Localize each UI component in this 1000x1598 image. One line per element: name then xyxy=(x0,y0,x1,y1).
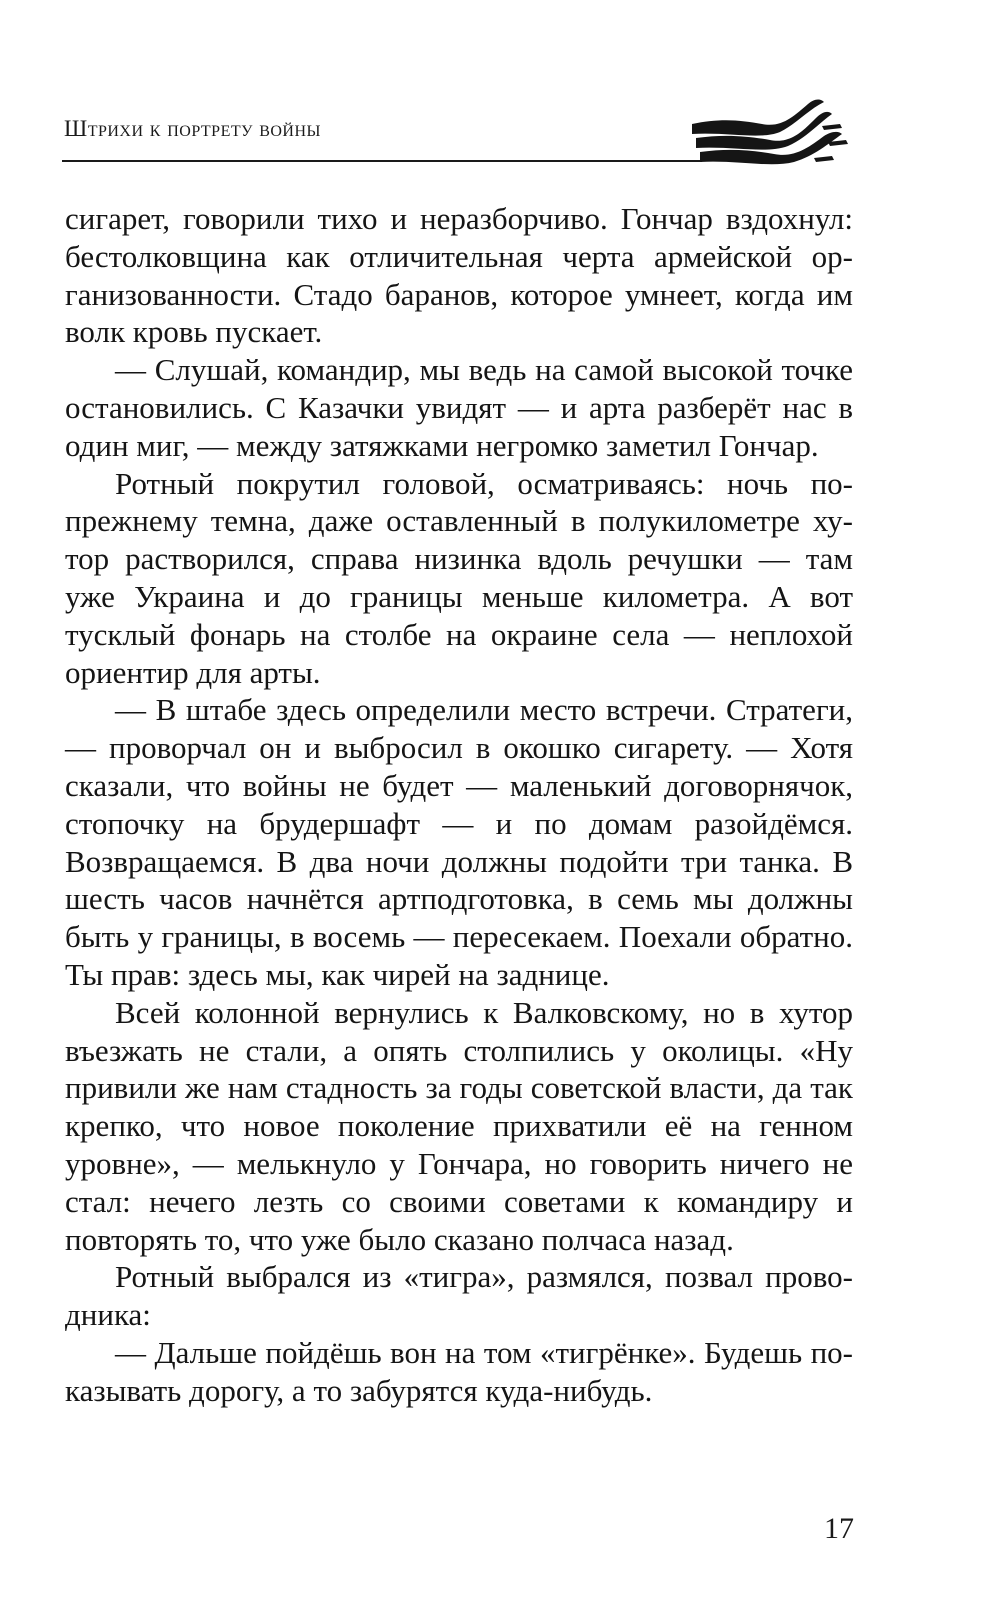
paragraph: сигарет, говорили тихо и неразборчиво. Гончар вздохнул: бестолковщина как отличительная черта армейской организованности. Стадо баранов, которое умнеет, когда им волк кровь пускает. xyxy=(65,201,853,350)
header-rule xyxy=(62,160,702,162)
body-text xyxy=(65,200,853,1410)
paragraph: — В штабе здесь определили место встречи. Стратеги, — проворчал он и выбросил в окошко сигарету. — Хотя сказали, что войны не будет — маленький договорнячок, стопочку на брудершафт — и по домам разойдёмся. Возвращаемся. В два ночи должны подойти три танка. В шесть часов начнётся артподготовка, в семь мы должны быть у границы, в восемь — пересекаем. Поехали обратно. Ты прав: здесь мы, как чирей на заднице. xyxy=(65,692,853,992)
paragraph: — Дальше пойдёшь вон на том «тигрёнке». Будешь показывать дорогу, а то забурятся куда-нибудь. xyxy=(65,1334,853,1408)
paragraph: — Слушай, командир, мы ведь на самой высокой точке остановились. С Казачки увидят — и арта разберёт нас в один миг, — между затяжками негромко заметил Гончар. xyxy=(65,352,853,463)
flag-stripes-icon xyxy=(690,96,850,168)
paragraph: Всей колонной вернулись к Валковскому, но в хутор въезжать не стали, а опять столпились у околицы. «Ну привили же нам стадность за годы советской власти, да так крепко, что новое поколение прихватили её на генном уровне», — мелькнуло у Гончара, но говорить ничего не стал: нечего лезть со своими советами к командиру и повторять то, что уже было сказано полчаса назад. xyxy=(65,994,853,1257)
running-head-title: Штрихи к портрету войны xyxy=(64,116,321,141)
paragraph: Ротный выбрался из «тигра», размялся, позвал проводника: xyxy=(65,1259,853,1333)
page-number: 17 xyxy=(824,1512,854,1545)
paragraph: Ротный покрутил головой, осматриваясь: ночь попрежнему темна, даже оставленный в полукилометре хутор растворился, справа низинка вдоль речушки — там уже Украина и до границы меньше километра. А вот тусклый фонарь на столбе на окраине села — неплохой ориентир для арты. xyxy=(65,465,853,690)
